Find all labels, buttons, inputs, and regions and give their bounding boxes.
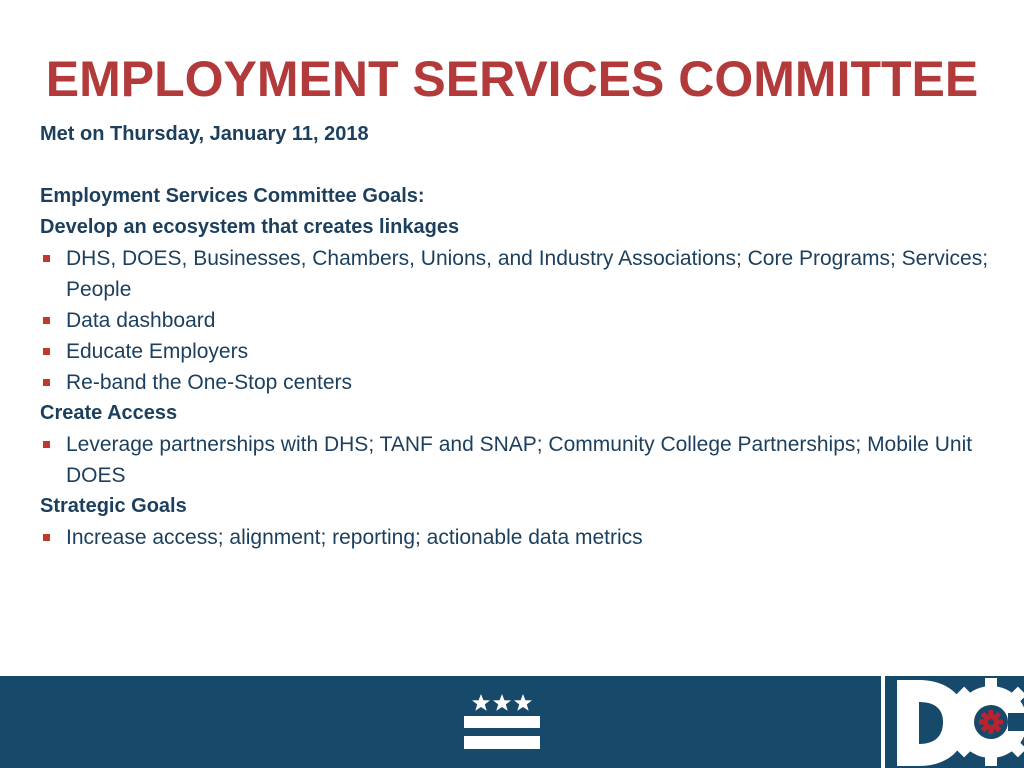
list-item-text: DHS, DOES, Businesses, Chambers, Unions, and Industry Associations; Core Programs; Services; People [66, 247, 989, 301]
footer-divider [881, 676, 885, 768]
slide-title: EMPLOYMENT SERVICES COMMITTEE [45, 51, 979, 107]
spacer [40, 150, 990, 181]
bullet-square-icon [43, 317, 50, 324]
footer-bar [0, 676, 1024, 768]
bullet-square-icon [43, 255, 50, 262]
bullet-list [40, 243, 990, 398]
bullet-list [40, 429, 990, 491]
list-item [40, 243, 990, 305]
list-item [40, 367, 990, 398]
list-item-text: Leverage partnerships with DHS; TANF and SNAP; Community College Partnerships; Mobile Unit DOES [66, 433, 973, 487]
bullet-square-icon [43, 534, 50, 541]
dc-gear-logo-icon [897, 676, 1024, 768]
list-item-text: Re-band the One-Stop centers [66, 371, 353, 394]
bullet-square-icon [43, 348, 50, 355]
goals-heading: Employment Services Committee Goals: [40, 185, 425, 207]
list-item-text: Increase access; alignment; reporting; actionable data metrics [66, 526, 643, 549]
list-item-text: Data dashboard [66, 309, 216, 332]
section-heading: Develop an ecosystem that creates linkages [40, 216, 460, 238]
slide-content [40, 119, 990, 553]
list-item [40, 522, 990, 553]
bullet-list [40, 522, 990, 553]
meeting-date: Met on Thursday, January 11, 2018 [40, 123, 369, 145]
bullet-square-icon [43, 441, 50, 448]
list-item [40, 336, 990, 367]
list-item [40, 305, 990, 336]
section-heading: Strategic Goals [40, 495, 187, 517]
list-item [40, 429, 990, 491]
bullet-square-icon [43, 379, 50, 386]
dc-flag-icon [464, 692, 540, 754]
list-item-text: Educate Employers [66, 340, 249, 363]
section-heading: Create Access [40, 402, 178, 424]
